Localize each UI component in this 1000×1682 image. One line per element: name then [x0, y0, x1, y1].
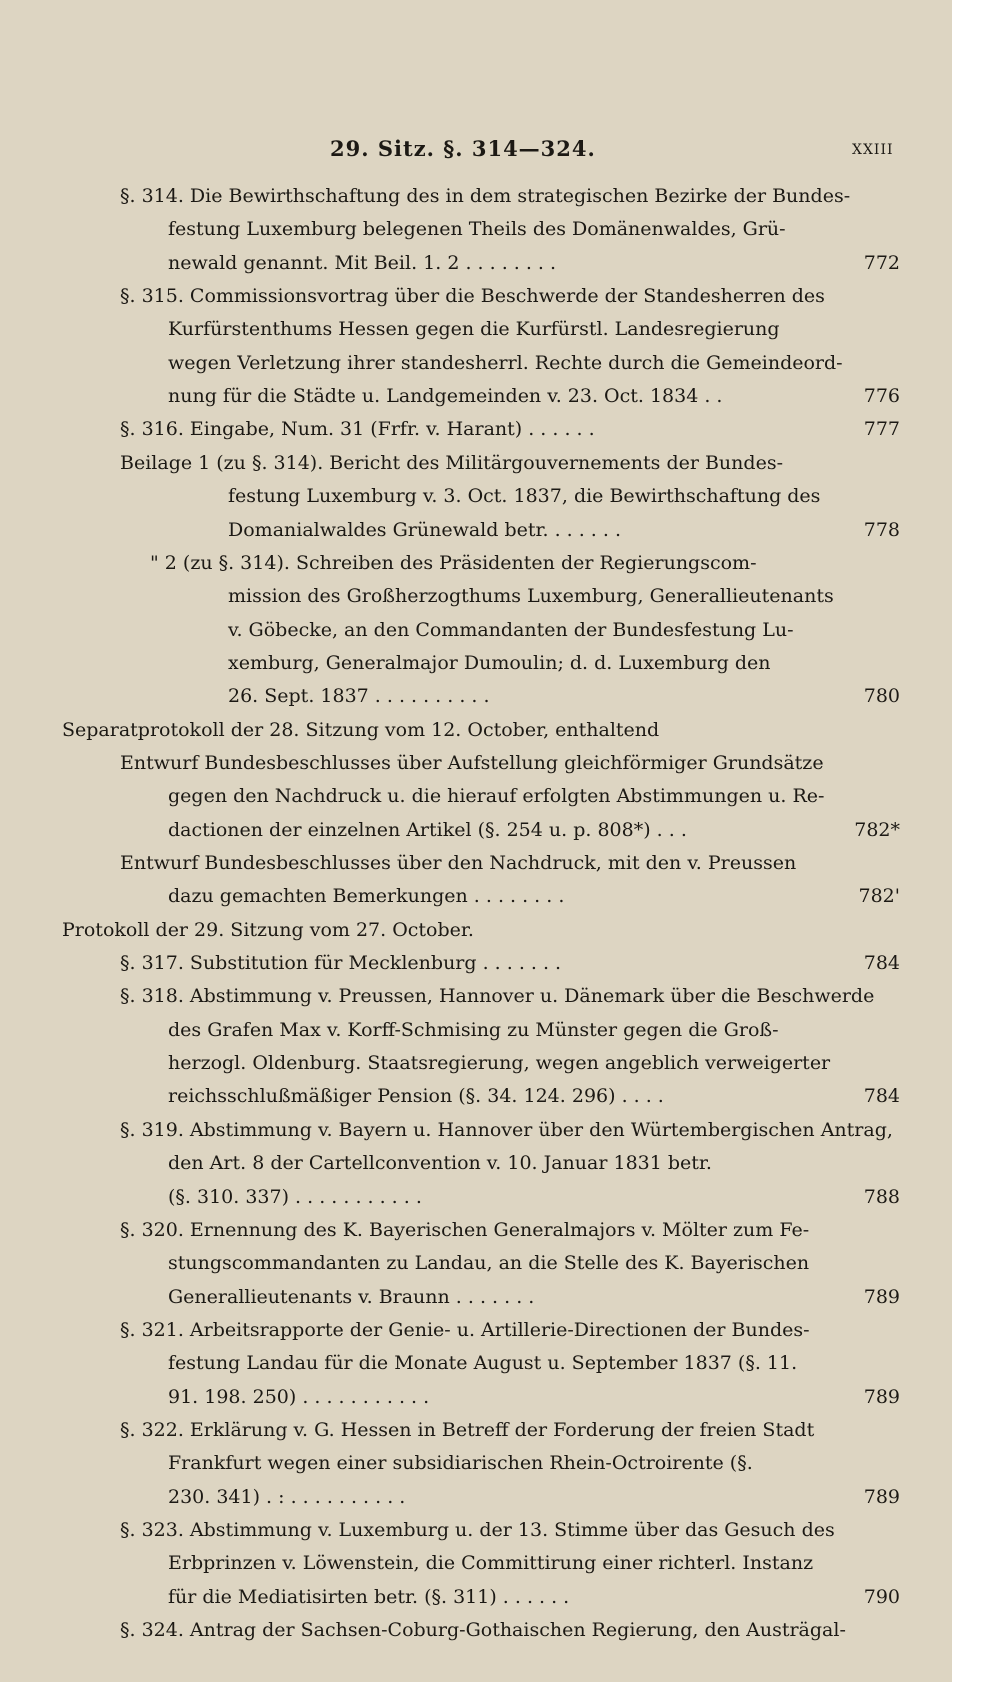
list-item: [0, 1245, 952, 1281]
page-number: 789: [863, 1385, 900, 1408]
page-number: 790: [863, 1585, 900, 1608]
entry-text: Frankfurt wegen einer subsidiarischen Rhein-Octroirente (§.: [168, 1452, 753, 1475]
entry-text: dactionen der einzelnen Artikel (§. 254 u. p. 808*) . . .: [168, 818, 687, 841]
entry-text: 26. Sept. 1837 . . . . . . . . . .: [228, 685, 490, 708]
list-item: [0, 778, 952, 814]
list-item: [0, 1345, 952, 1381]
page-number: 772: [863, 251, 900, 274]
list-item: [0, 878, 952, 914]
entry-text: §. 321. Arbeitsrapporte der Genie- u. Artillerie-Directionen der Bundes-: [120, 1318, 810, 1341]
entry-text: stungscommandanten zu Landau, an die Stelle des K. Bayerischen: [168, 1252, 810, 1275]
list-item: [0, 1078, 952, 1114]
list-item: [0, 1012, 952, 1048]
list-item: [0, 912, 952, 948]
list-item: [0, 1212, 952, 1248]
entry-text: §. 317. Substitution für Mecklenburg . . . . . . .: [120, 952, 562, 975]
list-item: [0, 578, 952, 614]
list-item: [0, 812, 952, 848]
list-item: [0, 1479, 952, 1515]
entry-text: §. 323. Abstimmung v. Luxemburg u. der 13. Stimme über das Gesuch des: [120, 1519, 835, 1541]
entry-text: reichsschlußmäßiger Pension (§. 34. 124. 296) . . . .: [168, 1085, 664, 1108]
list-item: [0, 978, 952, 1014]
list-item: [0, 1179, 952, 1215]
entry-text: §. 316. Eingabe, Num. 31 (Frfr. v. Harant) . . . . . .: [120, 418, 595, 441]
list-item: [0, 1512, 952, 1548]
list-item: [0, 678, 952, 714]
list-item: [0, 1279, 952, 1315]
list-item: [0, 378, 952, 414]
page-number: 789: [863, 1285, 900, 1308]
entry-text: Kurfürstenthums Hessen gegen die Kurfürstl. Landesregierung: [168, 318, 780, 341]
entry-text: Erbprinzen v. Löwenstein, die Committirung einer richterl. Instanz: [168, 1552, 814, 1575]
entry-text: des Grafen Max v. Korff-Schmising zu Münster gegen die Groß-: [168, 1018, 779, 1041]
page-numeral: XXIII: [852, 142, 894, 158]
entry-text: Protokoll der 29. Sitzung vom 27. October.: [62, 918, 474, 941]
list-item: [0, 178, 952, 214]
list-item: [0, 411, 952, 447]
page-number: 778: [863, 518, 900, 541]
page-number: 784: [863, 1085, 900, 1108]
entry-text: §. 324. Antrag der Sachsen-Coburg-Gothaischen Regierung, den Austrägal-: [120, 1619, 846, 1642]
running-title: 29. Sitz. §. 314—324.: [330, 136, 596, 161]
entry-text: §. 322. Erklärung v. G. Hessen in Betreff der Forderung der freien Stadt: [120, 1418, 815, 1441]
list-item: [0, 1545, 952, 1581]
entry-text: gegen den Nachdruck u. die hierauf erfolgten Abstimmungen u. Re-: [168, 785, 825, 808]
page-number: 788: [863, 1185, 900, 1208]
entry-text: 230. 341) . : . . . . . . . . . .: [168, 1485, 406, 1508]
entry-text: §. 315. Commissionsvortrag über die Beschwerde der Standesherren des: [120, 285, 825, 308]
entry-text: dazu gemachten Bemerkungen . . . . . . . .: [168, 885, 565, 908]
list-item: [0, 1579, 952, 1615]
entry-text: Entwurf Bundesbeschlusses über Aufstellung gleichförmiger Grundsätze: [120, 751, 824, 774]
list-item: [0, 1379, 952, 1415]
entry-text: festung Landau für die Monate August u. September 1837 (§. 11.: [168, 1352, 798, 1375]
entry-text: festung Luxemburg belegenen Theils des Domänenwaldes, Grü-: [168, 218, 786, 241]
list-item: [0, 1045, 952, 1081]
list-item: [0, 845, 952, 881]
list-item: [0, 612, 952, 648]
page-header: [0, 136, 952, 176]
list-item: [0, 445, 952, 481]
entry-text: xemburg, Generalmajor Dumoulin; d. d. Luxemburg den: [228, 651, 771, 674]
page-number: 777: [863, 418, 900, 441]
entry-text: Beilage 1 (zu §. 314). Bericht des Militärgouvernements der Bundes-: [120, 451, 783, 474]
list-item: [0, 945, 952, 981]
page-number: 780: [863, 685, 900, 708]
entry-text: §. 318. Abstimmung v. Preussen, Hannover u. Dänemark über die Beschwerde: [120, 985, 875, 1008]
list-item: [0, 1445, 952, 1481]
entry-text: newald genannt. Mit Beil. 1. 2 . . . . . . . .: [168, 251, 557, 274]
entry-text: herzogl. Oldenburg. Staatsregierung, wegen angeblich verweigerter: [168, 1052, 831, 1075]
page-number: 782*: [854, 818, 900, 841]
list-item: [0, 245, 952, 281]
list-item: [0, 545, 952, 581]
entry-text: nung für die Städte u. Landgemeinden v. 23. Oct. 1834 . .: [168, 385, 723, 408]
entry-text: §. 320. Ernennung des K. Bayerischen Generalmajors v. Mölter zum Fe-: [120, 1218, 810, 1241]
list-item: [0, 311, 952, 347]
list-item: [0, 712, 952, 748]
list-item: [0, 278, 952, 314]
list-item: [0, 345, 952, 381]
entry-text: Generallieutenants v. Braunn . . . . . . .: [168, 1285, 535, 1308]
list-item: [0, 645, 952, 681]
entry-text: Entwurf Bundesbeschlusses über den Nachdruck, mit den v. Preussen: [120, 852, 797, 874]
entry-text: Separatprotokoll der 28. Sitzung vom 12. October, enthaltend: [62, 718, 660, 741]
list-item: [0, 1412, 952, 1448]
page-number: 784: [863, 952, 900, 975]
list-item: [0, 1312, 952, 1348]
entry-text: " 2 (zu §. 314). Schreiben des Präsidenten der Regierungscom-: [150, 551, 757, 574]
entry-text: wegen Verletzung ihrer standesherrl. Rechte durch die Gemeindeord-: [168, 351, 843, 374]
entry-text: (§. 310. 337) . . . . . . . . . . .: [168, 1185, 422, 1208]
entry-text: v. Göbecke, an den Commandanten der Bundesfestung Lu-: [228, 618, 794, 641]
entry-text: festung Luxemburg v. 3. Oct. 1837, die Bewirthschaftung des: [228, 485, 821, 508]
list-item: [0, 745, 952, 781]
entry-text: §. 319. Abstimmung v. Bayern u. Hannover über den Würtembergischen Antrag,: [120, 1118, 893, 1141]
entry-text: für die Mediatisirten betr. (§. 311) . . . . . .: [168, 1585, 570, 1608]
entry-text: 91. 198. 250) . . . . . . . . . . .: [168, 1385, 430, 1408]
list-item: [0, 1145, 952, 1181]
page-number: 776: [863, 385, 900, 408]
page-number: 789: [863, 1485, 900, 1508]
list-item: [0, 211, 952, 247]
list-item: [0, 1612, 952, 1648]
list-item: [0, 1112, 952, 1148]
list-item: [0, 478, 952, 514]
page-number: 782': [858, 885, 900, 908]
entry-text: den Art. 8 der Cartellconvention v. 10. Januar 1831 betr.: [168, 1152, 712, 1175]
entry-text: §. 314. Die Bewirthschaftung des in dem strategischen Bezirke der Bundes-: [120, 185, 851, 207]
list-item: [0, 512, 952, 548]
entry-text: Domanialwaldes Grünewald betr. . . . . . .: [228, 518, 621, 541]
entry-text: mission des Großherzogthums Luxemburg, Generallieutenants: [228, 585, 834, 608]
